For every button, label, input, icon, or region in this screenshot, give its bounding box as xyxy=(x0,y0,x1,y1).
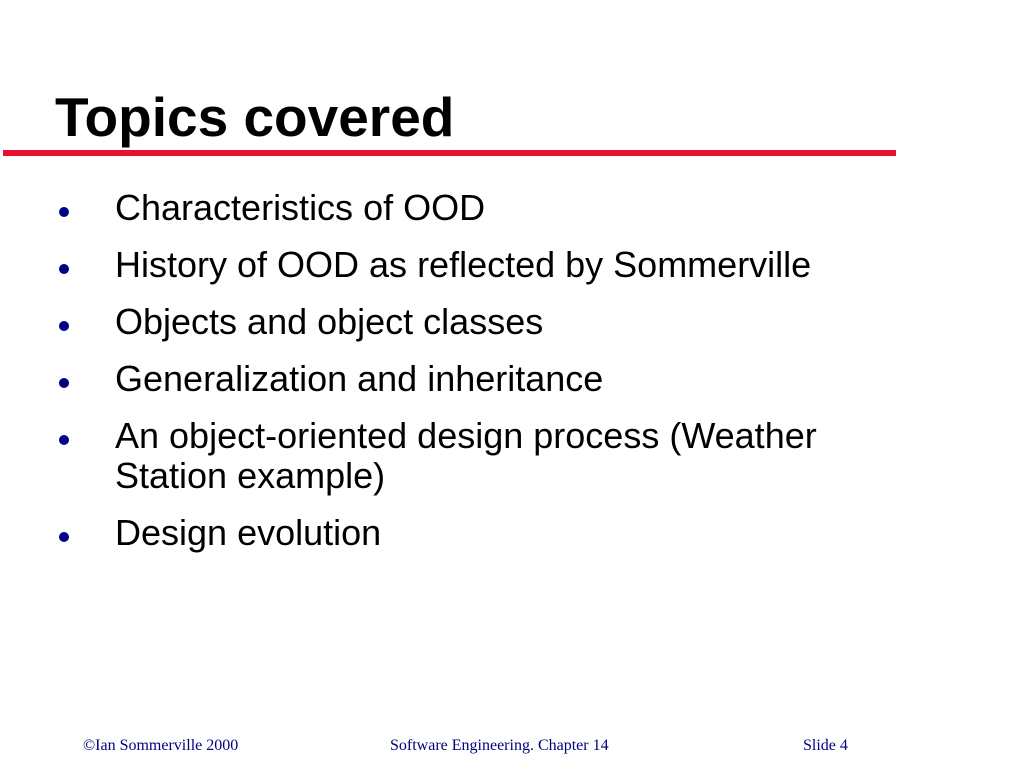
list-item-text: Design evolution xyxy=(115,512,382,553)
footer-copyright: ©Ian Sommerville 2000 xyxy=(83,737,239,754)
bullet-dot-icon xyxy=(59,532,69,542)
list-item-text: Generalization and inheritance xyxy=(115,358,604,399)
list-item xyxy=(0,513,915,553)
bullet-dot-icon xyxy=(59,435,69,445)
bullet-dot-icon xyxy=(59,207,69,217)
list-item xyxy=(0,416,915,496)
list-item-text: Objects and object classes xyxy=(115,301,544,342)
bullet-dot-icon xyxy=(59,321,69,331)
list-item xyxy=(0,302,915,342)
footer-course-title: Software Engineering. Chapter 14 xyxy=(390,737,609,754)
slide-title: Topics covered xyxy=(55,86,455,148)
list-item xyxy=(0,359,915,399)
list-item xyxy=(0,188,915,228)
topics-list xyxy=(0,188,1024,570)
bullet-dot-icon xyxy=(59,264,69,274)
bullet-dot-icon xyxy=(59,378,69,388)
list-item-text: History of OOD as reflected by Sommerville xyxy=(115,244,812,285)
list-item-text: An object-oriented design process (Weather Station example) xyxy=(115,415,817,496)
list-item-text: Characteristics of OOD xyxy=(115,187,486,228)
list-item xyxy=(0,245,915,285)
footer-slide-number: Slide 4 xyxy=(803,737,848,754)
title-underline-rule xyxy=(3,150,896,156)
